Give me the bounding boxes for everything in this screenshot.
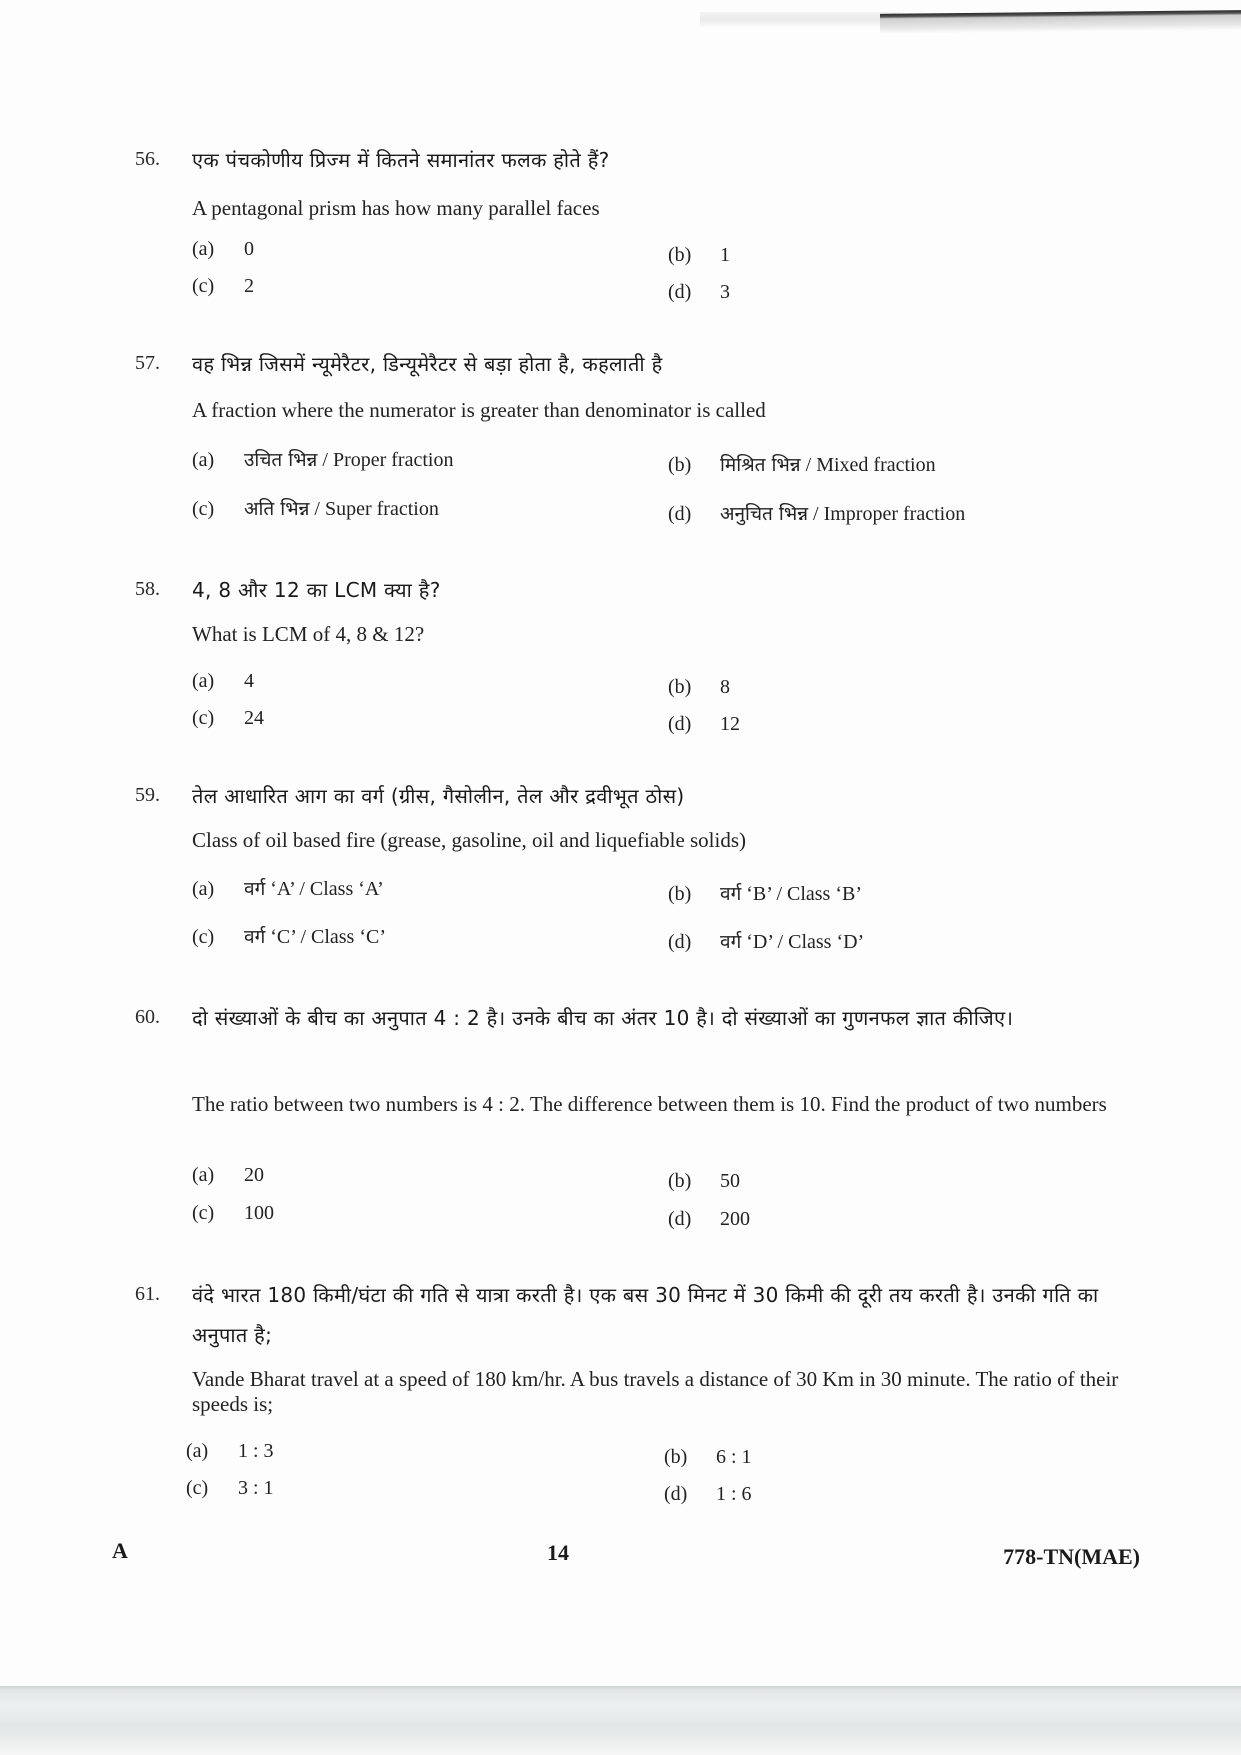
question-number: 60. bbox=[135, 1006, 160, 1028]
question-text-hindi: दो संख्याओं के बीच का अनुपात 4 : 2 है। उनके बीच का अंतर 10 है। दो संख्याओं का गुणनफल ज्ञात कीजिए। bbox=[192, 1006, 1014, 1030]
option-c: (c) वर्ग ‘C’ / Class ‘C’ bbox=[192, 926, 386, 948]
scan-edge-shadow bbox=[880, 10, 1241, 34]
option-c: (c) 3 : 1 bbox=[186, 1477, 274, 1499]
option-b: (b) 50 bbox=[668, 1170, 740, 1192]
option-a: (a) उचित भिन्न / Proper fraction bbox=[192, 449, 454, 471]
question-number: 61. bbox=[135, 1283, 160, 1305]
question-number: 57. bbox=[135, 352, 160, 374]
question-text-english: What is LCM of 4, 8 & 12? bbox=[192, 622, 425, 646]
option-b: (b) मिश्रित भिन्न / Mixed fraction bbox=[668, 454, 936, 476]
question-text-english: Vande Bharat travel at a speed of 180 km/hr. A bus travels a distance of 30 Km in 30 minute. The ratio of their speeds is; bbox=[192, 1367, 1119, 1416]
option-d: (d) 12 bbox=[668, 713, 740, 735]
option-a: (a) 0 bbox=[192, 238, 254, 260]
option-b: (b) वर्ग ‘B’ / Class ‘B’ bbox=[668, 883, 862, 905]
option-b: (b) 8 bbox=[668, 676, 730, 698]
question-text-english: A fraction where the numerator is greater than denominator is called bbox=[192, 398, 766, 422]
option-d: (d) 200 bbox=[668, 1208, 750, 1230]
question-text-hindi: वह भिन्न जिसमें न्यूमेरैटर, डिन्यूमेरैटर से बड़ा होता है, कहलाती है bbox=[192, 352, 663, 376]
option-c: (c) 100 bbox=[192, 1202, 274, 1224]
option-d: (d) 3 bbox=[668, 281, 730, 303]
option-b: (b) 6 : 1 bbox=[664, 1446, 752, 1468]
scan-bottom-edge bbox=[0, 1686, 1241, 1755]
question-text-english: A pentagonal prism has how many parallel faces bbox=[192, 196, 600, 220]
question-text-hindi: तेल आधारित आग का वर्ग (ग्रीस, गैसोलीन, तेल और द्रवीभूत ठोस) bbox=[192, 784, 685, 808]
question-number: 59. bbox=[135, 784, 160, 806]
option-c: (c) 24 bbox=[192, 707, 264, 729]
option-d: (d) अनुचित भिन्न / Improper fraction bbox=[668, 503, 966, 525]
option-a: (a) 1 : 3 bbox=[186, 1440, 274, 1462]
set-code: A bbox=[112, 1538, 128, 1563]
option-d: (d) वर्ग ‘D’ / Class ‘D’ bbox=[668, 931, 865, 953]
question-text-english: The ratio between two numbers is 4 : 2. The difference between them is 10. Find the product of two numbers bbox=[192, 1092, 1107, 1116]
question-text-hindi: 4, 8 और 12 का LCM क्या है? bbox=[192, 578, 441, 602]
question-text-hindi: एक पंचकोणीय प्रिज्म में कितने समानांतर फलक होते हैं? bbox=[192, 148, 610, 172]
question-text-hindi: वंदे भारत 180 किमी/घंटा की गति से यात्रा करती है। एक बस 30 मिनट में 30 किमी की दूरी तय करती है। उनकी गति का अनुपात है; bbox=[192, 1283, 1099, 1347]
option-b: (b) 1 bbox=[668, 244, 730, 266]
option-d: (d) 1 : 6 bbox=[664, 1483, 752, 1505]
option-c: (c) अति भिन्न / Super fraction bbox=[192, 498, 439, 520]
page-number: 14 bbox=[547, 1540, 569, 1565]
scan-edge-shadow bbox=[700, 12, 900, 28]
question-text-english: Class of oil based fire (grease, gasoline, oil and liquefiable solids) bbox=[192, 828, 747, 852]
option-a: (a) वर्ग ‘A’ / Class ‘A’ bbox=[192, 878, 384, 900]
paper-code: 778-TN(MAE) bbox=[1003, 1544, 1140, 1569]
option-a: (a) 20 bbox=[192, 1164, 264, 1186]
option-a: (a) 4 bbox=[192, 670, 254, 692]
question-number: 58. bbox=[135, 578, 160, 600]
question-number: 56. bbox=[135, 148, 160, 170]
option-c: (c) 2 bbox=[192, 275, 254, 297]
